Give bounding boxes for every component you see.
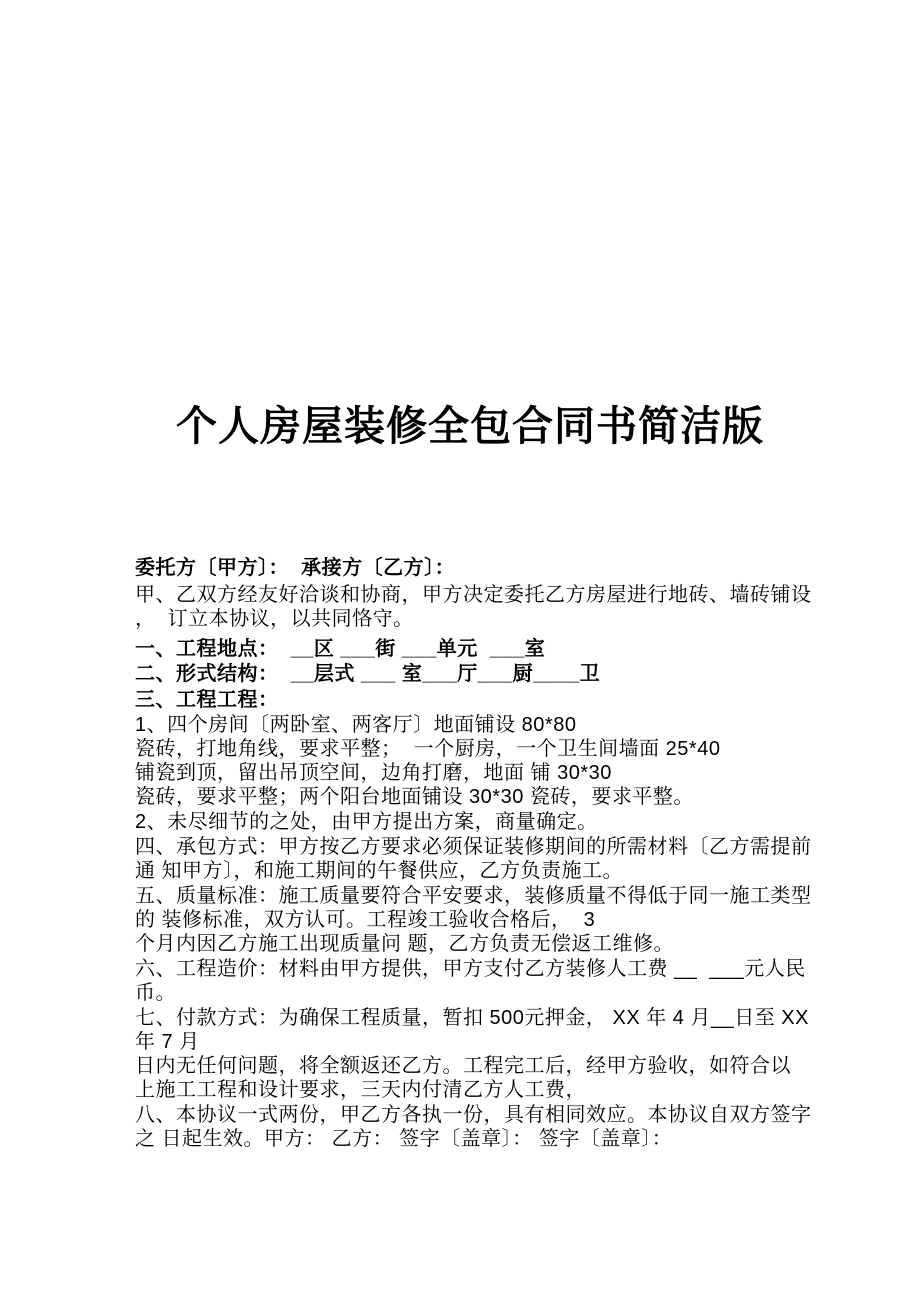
- text-line: [135, 785, 825, 809]
- paragraph: [135, 835, 825, 883]
- text-line: [135, 1078, 825, 1102]
- paragraph: [135, 884, 825, 956]
- paragraph: [135, 662, 825, 686]
- text-line: [135, 556, 825, 580]
- bold-text-segment: __层式 ___ 室___厅___厨____卫: [278, 663, 601, 685]
- text-line: [135, 688, 825, 712]
- text-segment: 五、质量标准：: [135, 885, 279, 907]
- paragraph: [135, 556, 825, 580]
- page-title: 个人房屋装修全包合同书简洁版: [176, 403, 764, 449]
- paragraph: [135, 583, 825, 631]
- text-line: [135, 835, 825, 859]
- text-line: [135, 859, 825, 883]
- text-line: [135, 761, 825, 785]
- paragraph: [135, 713, 825, 809]
- text-line: [135, 810, 825, 834]
- text-line: [135, 1054, 825, 1078]
- text-segment: 之 日起生效。甲方： 乙方： 签字〔盖章〕： 签字〔盖章〕：: [135, 1128, 673, 1150]
- paragraph: [135, 688, 825, 712]
- contract-body: [135, 556, 825, 1151]
- text-line: [135, 662, 825, 686]
- text-segment: 八、本协议一式两份，甲乙方各执一份，具有相同效应。本协议自双方签字: [135, 1104, 812, 1126]
- text-line: [135, 637, 825, 661]
- text-line: [135, 1030, 825, 1054]
- text-segment: ， 订立本协议，以共同恪守。: [135, 608, 414, 630]
- text-line: [135, 583, 825, 607]
- text-segment: 材料由甲方提供，甲方支付乙方装修人工费 __ ___元人民: [278, 958, 806, 980]
- text-segment: 四、承包方式：: [135, 836, 279, 858]
- paragraph: [135, 810, 825, 834]
- text-segment: 的 装修标准，双方认可。工程竣工验收合格后， 3: [135, 909, 596, 931]
- text-line: [135, 1103, 825, 1127]
- paragraph: [135, 957, 825, 1005]
- text-segment: 甲方按乙方要求必须保证装修期间的所需材料〔乙方需提前: [278, 836, 812, 858]
- text-line: [135, 884, 825, 908]
- text-segment: 上施工工程和设计要求，三天内付清乙方人工费，: [135, 1079, 586, 1101]
- text-segment: 1、四个房间〔两卧室、两客厅〕地面铺设 80*80: [135, 714, 577, 736]
- text-segment: 个月内因乙方施工出现质量问 题，乙方负责无偿返工维修。: [135, 933, 675, 955]
- bold-text-segment: __区 ___街 ___单元 ___室: [278, 638, 546, 660]
- text-segment: 施工质量要符合平安要求，装修质量不得低于同一施工类型: [278, 885, 812, 907]
- text-line: [135, 713, 825, 737]
- text-segment: 通 知甲方〕，和施工期间的午餐供应，乙方负责施工。: [135, 860, 624, 882]
- text-segment: 七、付款方式：: [135, 1007, 279, 1029]
- text-segment: 铺瓷到顶，留出吊顶空间，边角打磨，地面 铺 30*30: [135, 762, 612, 784]
- text-segment: 瓷砖，要求平整；两个阳台地面铺设 30*30 瓷砖，要求平整。: [135, 786, 694, 808]
- text-line: [135, 932, 825, 956]
- text-segment: 币。: [135, 982, 176, 1004]
- bold-text-segment: 委托方〔甲方〕： 承接方〔乙方〕：: [135, 557, 456, 579]
- text-line: [135, 1127, 825, 1151]
- bold-text-segment: 一、工程地点：: [135, 638, 279, 660]
- text-segment: 为确保工程质量，暂扣 500元押金， XX 年 4 月__日至 XX: [278, 1007, 809, 1029]
- bold-text-segment: 三、工程工程：: [135, 689, 279, 711]
- text-line: [135, 1006, 825, 1030]
- text-line: [135, 981, 825, 1005]
- text-line: [135, 908, 825, 932]
- text-segment: 日内无任何问题，将全额返还乙方。工程完工后，经甲方验收，如符合以: [135, 1055, 791, 1077]
- text-line: [135, 957, 825, 981]
- bold-text-segment: 二、形式结构：: [135, 663, 279, 685]
- text-segment: 年 7 月: [135, 1031, 200, 1053]
- paragraph: [135, 1103, 825, 1151]
- paragraph: [135, 1006, 825, 1102]
- paragraph: [135, 637, 825, 661]
- text-line: [135, 607, 825, 631]
- text-segment: 2、未尽细节的之处，由甲方提出方案，商量确定。: [135, 811, 598, 833]
- text-segment: 甲、乙双方经友好洽谈和协商，甲方决定委托乙方房屋进行地砖、墙砖铺设: [135, 584, 812, 606]
- text-segment: 六、工程造价：: [135, 958, 279, 980]
- text-segment: 瓷砖，打地角线，要求平整； 一个厨房，一个卫生间墙面 25*40: [135, 738, 721, 760]
- text-line: [135, 737, 825, 761]
